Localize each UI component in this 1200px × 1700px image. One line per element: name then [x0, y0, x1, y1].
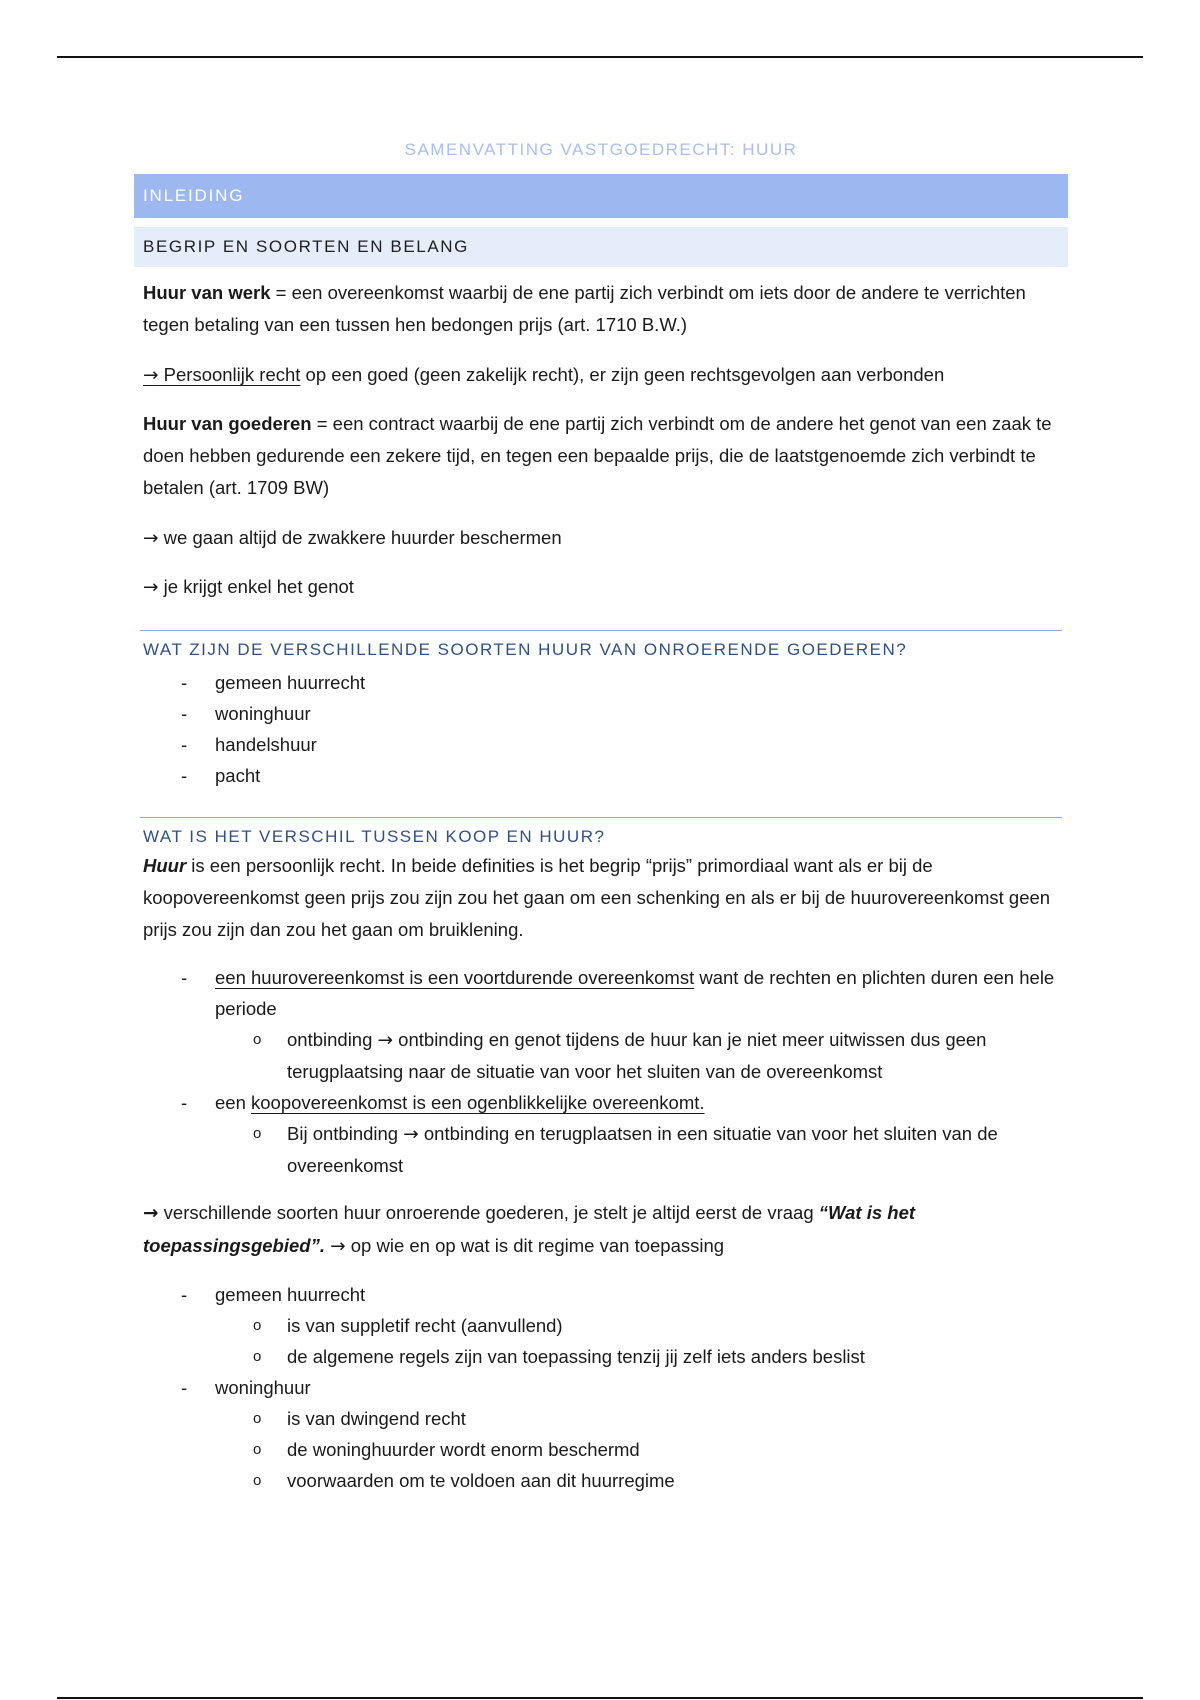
circle-bullet-icon: o: [253, 1031, 262, 1048]
underlined-text: een huurovereenkomst is een voortdurende overeenkomst: [215, 967, 695, 988]
underlined-text: koopovereenkomst is een ogenblikkelijke overeenkomt.: [251, 1092, 705, 1113]
circle-bullet-icon: o: [253, 1410, 262, 1427]
sub-text: de woninghuurder wordt enorm beschermd: [287, 1439, 640, 1460]
paragraph-huur-intro: [143, 850, 1068, 946]
circle-bullet-icon: o: [253, 1348, 262, 1365]
arrow-icon: →: [143, 1203, 159, 1224]
item-text: want de rechten en plichten duren een hele periode: [215, 967, 1055, 1019]
closing-text: verschillende soorten huur onroerende goederen, je stelt je altijd eerst de vraag: [158, 1202, 819, 1223]
paragraph-toepassingsgebied: [143, 1197, 1068, 1263]
note-persoonlijk-recht: [143, 359, 1068, 392]
regime-label: woninghuur: [215, 1377, 311, 1398]
document-title: SAMENVATTING VASTGOEDRECHT: HUUR: [404, 140, 798, 159]
circle-bullet-icon: o: [253, 1472, 262, 1489]
header-rule: [57, 56, 1143, 58]
item-text: een: [215, 1092, 252, 1113]
question-quote: “Wat is het toepassingsgebied”.: [143, 1202, 916, 1256]
personal-text: op een goed (geen zakelijk recht), er zijn geen rechtsgevolgen aan verbonden: [300, 364, 945, 385]
list-item: - gemeen huurrecht: [143, 667, 1068, 698]
arrow-icon: →: [143, 365, 159, 386]
heading-inleiding: INLEIDING: [134, 174, 1068, 218]
list-regimes: [143, 1279, 1068, 1496]
circle-bullet-icon: o: [253, 1317, 262, 1334]
term-huur-van-werk: Huur van werk: [143, 282, 271, 303]
regime-label: gemeen huurrecht: [215, 1284, 366, 1305]
closing-text: op wie en op wat is dit regime van toepassing: [345, 1235, 725, 1256]
sub-text: is van dwingend recht: [287, 1408, 466, 1429]
list-item: [143, 1279, 1068, 1372]
sublist-item: [143, 1310, 1068, 1341]
arrow-icon: →: [143, 577, 159, 598]
sub-text: voorwaarden om te voldoen aan dit huurregime: [287, 1470, 675, 1491]
sub-text: ontbinding en genot tijdens de huur kan je niet meer uitwissen dus geen terugplaatsing naar de situatie van voor het sluiten van de overeenkomst: [287, 1029, 987, 1082]
circle-bullet-icon: o: [253, 1125, 262, 1142]
persoonlijk-recht-underlined: [143, 364, 300, 385]
sub-text: Bij ontbinding: [287, 1123, 404, 1144]
arrow-icon: →: [330, 1236, 346, 1257]
sub-text: ontbinding: [287, 1029, 378, 1050]
heading-begrip: BEGRIP EN SOORTEN EN BELANG: [134, 227, 1068, 267]
heading-soorten: WAT ZIJN DE VERSCHILLENDE SOORTEN HUUR VAN ONROERENDE GOEDEREN?: [140, 630, 1062, 667]
sublist-item: [143, 1434, 1068, 1465]
sublist-item: [143, 1403, 1068, 1434]
arrow-icon: →: [377, 1030, 394, 1051]
sub-text: is van suppletif recht (aanvullend): [287, 1315, 563, 1336]
sublist-item: [143, 1024, 1068, 1087]
term-huur: Huur: [143, 855, 187, 876]
sub-text: ontbinding en terugplaatsen in een situatie van voor het sluiten van de overeenkomst: [287, 1123, 998, 1176]
list-verschil: [143, 962, 1068, 1181]
note-text: je krijgt enkel het genot: [158, 576, 354, 597]
note-zwakkere-huurder: [143, 522, 1068, 555]
definition-huur-van-werk: [143, 277, 1068, 341]
list-item: - pacht: [143, 760, 1068, 791]
document-page: [134, 140, 1068, 1496]
list-item: [143, 1087, 1068, 1181]
list-soorten: [143, 667, 1068, 791]
sublist-item: [143, 1465, 1068, 1496]
definition-text: = een overeenkomst waarbij de ene partij zich verbindt om iets door de andere te verrichten tegen betaling van een tussen hen bedongen prijs (art. 1710 B.W.): [143, 282, 1026, 335]
sub-text: de algemene regels zijn van toepassing tenzij jij zelf iets anders beslist: [287, 1346, 865, 1367]
note-text: we gaan altijd de zwakkere huurder beschermen: [158, 527, 562, 548]
definition-text: = een contract waarbij de ene partij zich verbindt om de andere het genot van een zaak te doen hebben gedurende een zekere tijd, en tegen een bepaalde prijs, die de laatstgenoemde zich verbindt te betalen (art. 1709 BW): [143, 413, 1052, 498]
arrow-icon: →: [403, 1124, 419, 1145]
sublist: [143, 1024, 1068, 1087]
sublist: [143, 1310, 1068, 1372]
footer-rule: [57, 1697, 1143, 1699]
personal-link-text: Persoonlijk recht: [158, 364, 301, 385]
list-item: - woninghuur: [143, 698, 1068, 729]
term-huur-van-goederen: Huur van goederen: [143, 413, 312, 434]
definition-huur-van-goederen: [143, 408, 1068, 504]
list-item: [143, 962, 1068, 1087]
sublist: [143, 1118, 1068, 1181]
list-item: - handelshuur: [143, 729, 1068, 760]
sublist: [143, 1403, 1068, 1496]
intro-text: is een persoonlijk recht. In beide definities is het begrip “prijs” primordiaal want als er bij de koopovereenkomst geen prijs zou zijn zou het gaan om een schenking en als er bij de huurovereenkomst geen prijs zou zijn dan zou het gaan om bruiklening.: [143, 855, 1051, 940]
heading-verschil: WAT IS HET VERSCHIL TUSSEN KOOP EN HUUR?: [140, 817, 1062, 850]
circle-bullet-icon: o: [253, 1441, 262, 1458]
sublist-item: [143, 1118, 1068, 1181]
list-item: [143, 1372, 1068, 1496]
arrow-icon: →: [143, 528, 159, 549]
sublist-item: [143, 1341, 1068, 1372]
note-genot: [143, 571, 1068, 604]
